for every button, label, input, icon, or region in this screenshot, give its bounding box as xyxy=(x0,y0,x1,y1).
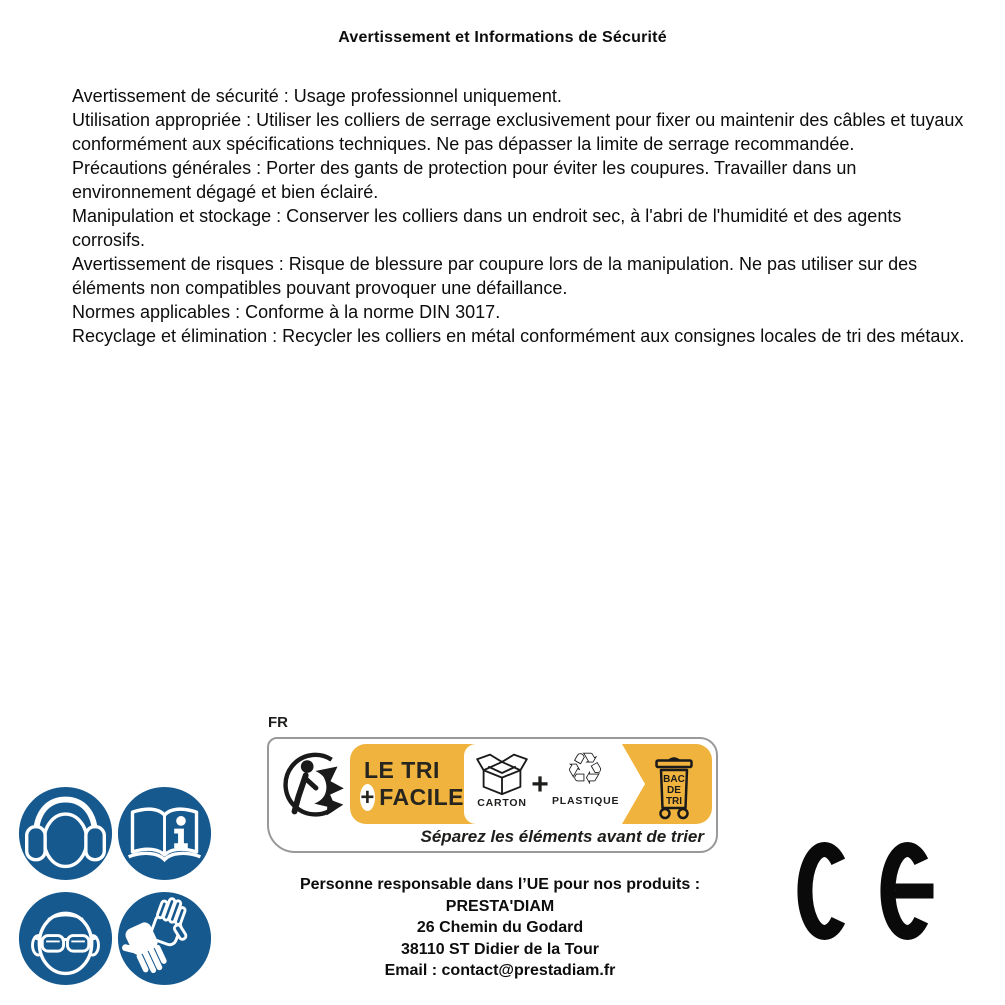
safety-paragraph: Avertissement de risques : Risque de blessure par coupure lors de la manipulation. Ne pas utiliser sur des éléments non compatibles pouvant provoquer une défaillance. xyxy=(72,254,918,298)
safety-paragraph: Précautions générales : Porter des gants de protection pour éviter les coupures. Travailler dans un environnement dégagé et bien éclairé. xyxy=(72,158,857,202)
fr-country-label: FR xyxy=(268,714,288,731)
safety-paragraph: Manipulation et stockage : Conserver les colliers dans un endroit sec, à l'abri de l'humidité et des agents corrosifs. xyxy=(72,206,902,250)
page-title: Avertissement et Informations de Sécurité xyxy=(338,29,667,46)
plastique-recycle-icon: ♲ xyxy=(565,744,605,795)
facile-label: FACILE xyxy=(379,784,464,810)
sorting-bin-icon xyxy=(650,757,698,821)
read-manual-icon xyxy=(116,785,213,882)
responsible-line: 26 Chemin du Godard xyxy=(416,919,584,936)
hand-protection-icon xyxy=(116,890,213,987)
le-tri-facile-wordmark xyxy=(360,744,464,824)
safety-paragraph: Recyclage et élimination : Recycler les colliers en métal conformément aux consignes locales de tri des métaux. xyxy=(72,326,965,346)
bin-text-line: BAC xyxy=(663,774,685,785)
plus-separator: + xyxy=(531,768,549,801)
ce-mark-icon xyxy=(797,842,938,940)
bin-text-line: DE xyxy=(667,785,681,796)
yellow-ribbon xyxy=(350,744,712,824)
ear-protection-icon xyxy=(17,785,114,882)
responsible-line: Personne responsable dans l’UE pour nos produits : xyxy=(299,876,701,893)
safety-paragraph: Avertissement de sécurité : Usage professionnel uniquement. xyxy=(72,86,562,106)
carton-label: CARTON xyxy=(477,797,527,809)
responsible-line: PRESTA'DIAM xyxy=(445,897,555,915)
bin-text-line: TRI xyxy=(665,796,683,807)
triman-icon xyxy=(280,748,350,830)
safety-paragraph: Normes applicables : Conforme à la norme DIN 3017. xyxy=(72,302,501,322)
sorting-arrow xyxy=(622,744,645,824)
le-tri-label: LE TRI xyxy=(364,757,440,783)
eye-protection-icon xyxy=(17,890,114,987)
responsible-line: 38110 ST Didier de la Tour xyxy=(401,940,599,958)
safety-text-block xyxy=(72,84,965,348)
plus-circle-icon: + xyxy=(360,783,375,811)
carton-box-icon xyxy=(476,750,528,796)
sorting-tagline: Séparez les éléments avant de trier xyxy=(420,827,704,846)
le-tri-facile-banner xyxy=(267,737,718,853)
safety-paragraph: Utilisation appropriée : Utiliser les colliers de serrage exclusivement pour fixer ou maintenir des câbles et tuyaux conformément aux spécifications techniques. Ne pas dépasser la limite de serrage recommandée. xyxy=(72,110,964,154)
materials-panel xyxy=(464,744,622,824)
responsible-person-block xyxy=(253,874,747,982)
plastique-label: PLASTIQUE xyxy=(552,795,620,807)
responsible-line: Email : contact@prestadiam.fr xyxy=(384,962,616,979)
